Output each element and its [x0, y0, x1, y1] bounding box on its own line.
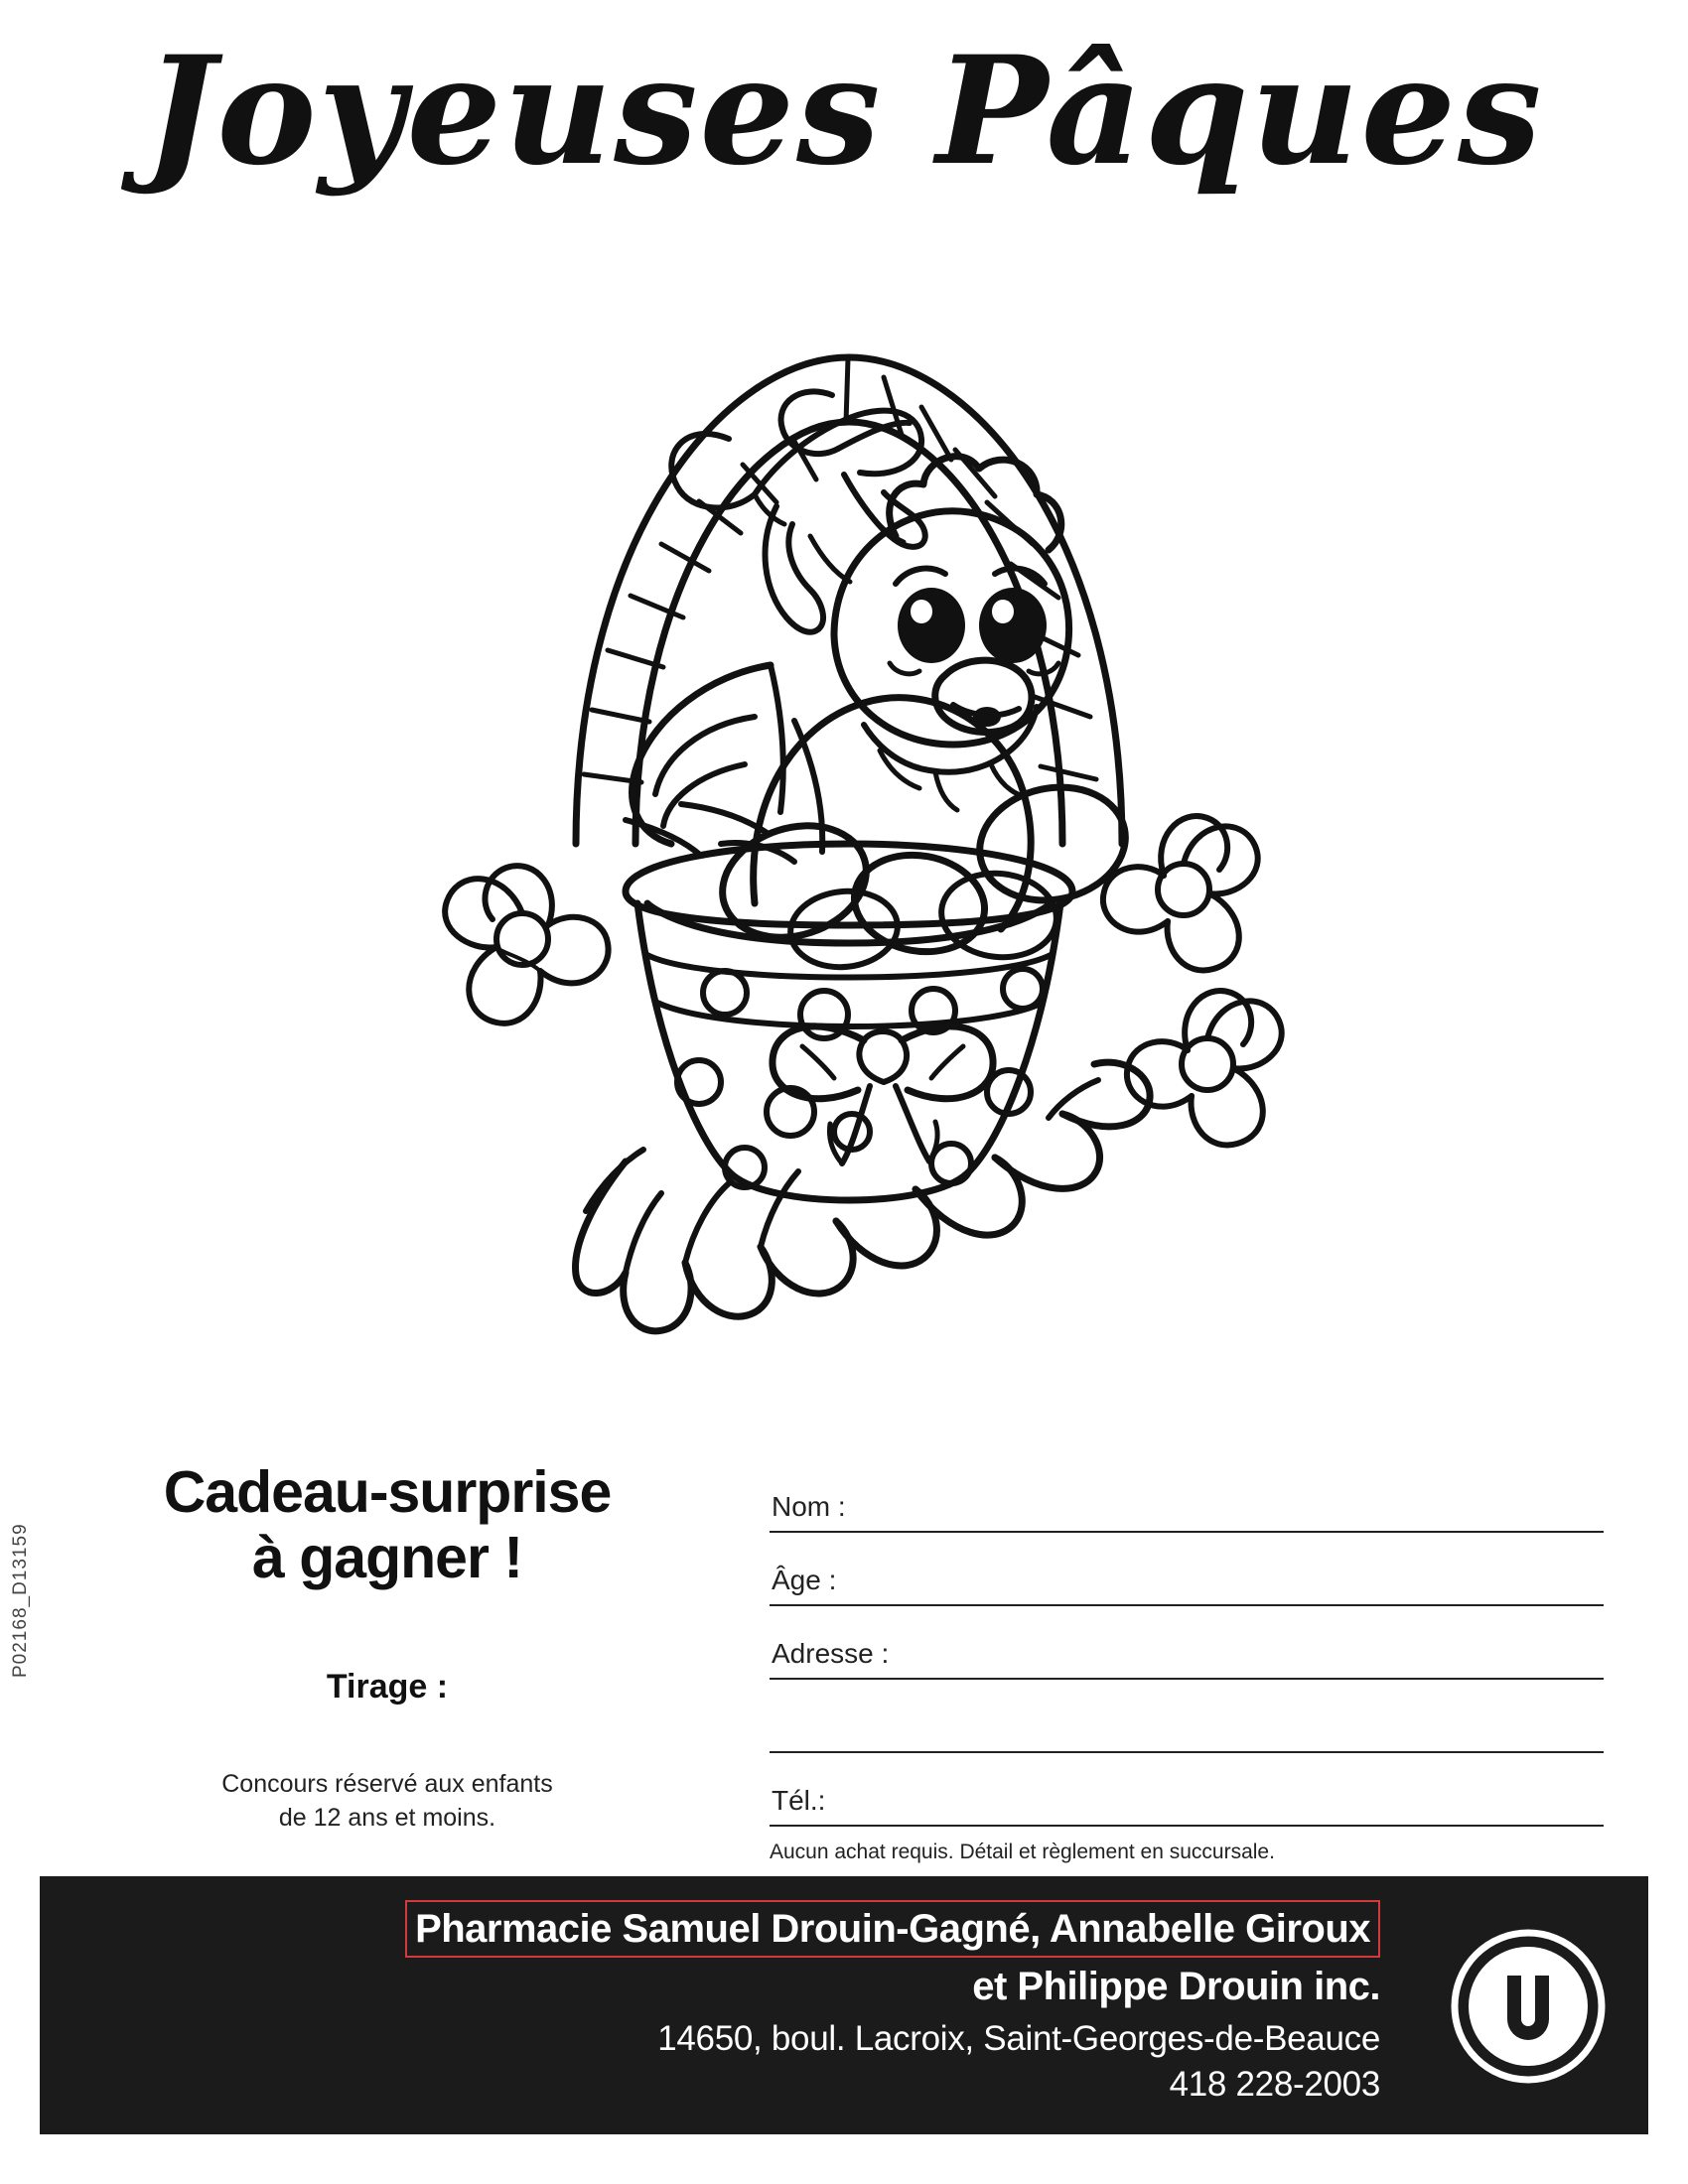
form-row-address[interactable]: [770, 1606, 1604, 1680]
label-age: Âge :: [772, 1565, 837, 1595]
easter-basket-illustration: [328, 208, 1370, 1420]
footer-address: 14650, boul. Lacroix, Saint-Georges-de-Beauce: [657, 2019, 1380, 2058]
footer-business-line2: et Philippe Drouin inc.: [972, 1965, 1380, 2008]
uniprix-logo-icon: [1450, 1928, 1607, 2085]
label-nom: Nom :: [772, 1491, 846, 1522]
prize-block: [109, 1459, 665, 1836]
form-row-age[interactable]: [770, 1533, 1604, 1606]
label-tel: Tél.:: [772, 1785, 826, 1816]
footer-phone: 418 228-2003: [1169, 2064, 1380, 2104]
page-title: Joyeuses Pâques: [144, 24, 1544, 199]
prize-heading: [109, 1459, 665, 1590]
form-row-phone[interactable]: [770, 1753, 1604, 1827]
draw-label: Tirage :: [326, 1668, 449, 1706]
prize-heading-line1: Cadeau-surprise: [163, 1459, 612, 1525]
label-adresse: Adresse :: [772, 1638, 890, 1669]
form-row-address-extra[interactable]: [770, 1680, 1604, 1753]
form-note: Aucun achat requis. Détail et règlement en succursale.: [770, 1841, 1275, 1863]
footer-bar: [40, 1876, 1648, 2134]
form-row-name[interactable]: [770, 1459, 1604, 1533]
footer-business-info: [159, 1900, 1380, 2107]
entry-form[interactable]: [770, 1459, 1604, 1864]
footer-business-line1: Pharmacie Samuel Drouin-Gagné, Annabelle Giroux: [405, 1900, 1380, 1958]
contest-rules: [109, 1768, 665, 1836]
print-code: P02168_D13159: [10, 1523, 31, 1678]
prize-heading-line2: à gagner !: [252, 1525, 522, 1591]
contest-rules-line2: de 12 ans et moins.: [278, 1803, 496, 1832]
contest-rules-line1: Concours réservé aux enfants: [221, 1770, 553, 1799]
